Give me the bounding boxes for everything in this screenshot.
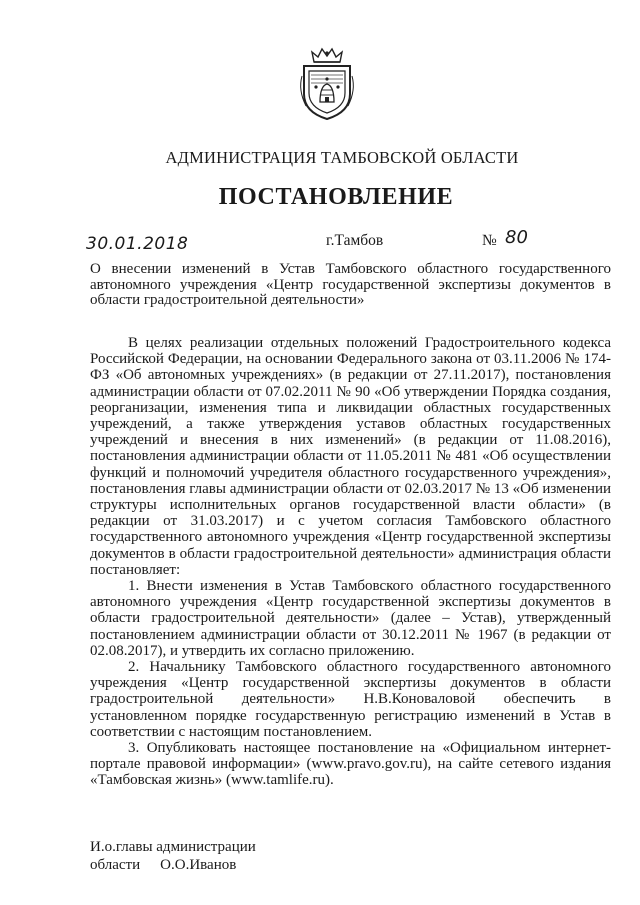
signatory-name: О.О.Иванов — [160, 857, 237, 873]
clause-2-paragraph: 2. Начальнику Тамбовского областного государственного автономного учреждения «Центр государственной экспертизы документов в области градостроительной деятельности» Н.В.Коноваловой обеспечить в установленном порядке государственную регистрацию изменений в Устав в соответствии с настоящим постановлением. — [90, 659, 611, 740]
clause-1-paragraph: 1. Внести изменения в Устав Тамбовского областного государственного автономного учреждения «Центр государственной экспертизы документов в области градостроительной деятельности» (далее – Устав), утвержденный постановлением администрации области от 30.12.2011 № 1967 (в редакции от 02.08.2017), и утвердить их согласно приложению. — [90, 578, 611, 659]
signature-block — [90, 838, 256, 874]
document-body — [90, 335, 611, 789]
preamble-paragraph: В целях реализации отдельных положений Градостроительного кодекса Российской Федерации, на основании Федерального закона от 03.11.2006 № 174-ФЗ «Об автономных учреждениях» (в редакции от 27.11.2017), постановления администрации области от 07.02.2011 № 90 «Об утверждении Порядка создания, реорганизации, изменения типа и ликвидации областных государственных учреждений, а также утверждения уставов областных государственных учреждений и внесения в них изменений» (в редакции от 11.08.2016), постановления администрации области от 11.05.2011 № 481 «Об осуществлении функций и полномочий учредителя областного государственного учреждения», постановления главы администрации области от 02.03.2017 № 13 «Об изменении структуры исполнительных органов государственной власти области» (в редакции от 31.03.2017) и с учетом согласия Тамбовского областного государственного автономного учреждения «Центр государственной экспертизы документов в области градостроительной деятельности» администрация области постановляет: — [90, 335, 611, 578]
clause-3-paragraph: 3. Опубликовать настоящее постановление на «Официальном интернет-портале правовой информации» (www.pravo.gov.ru), на сайте сетевого издания «Тамбовская жизнь» (www.tamlife.ru). — [90, 740, 611, 789]
signatory-title-line1: И.о.главы администрации — [90, 839, 256, 855]
document-date: 30.01.2018 — [86, 234, 189, 254]
coat-of-arms-icon — [296, 46, 358, 122]
organization-title: АДМИНИСТРАЦИЯ ТАМБОВСКОЙ ОБЛАСТИ — [165, 148, 519, 167]
document-city: г.Тамбов — [326, 232, 384, 249]
number-sign: № — [482, 232, 497, 249]
document-type-title: ПОСТАНОВЛЕНИЕ — [218, 184, 454, 210]
document-subject: О внесении изменений в Устав Тамбовского областного государственного автономного учреждения «Центр государственной экспертизы документов в области градостроительной деятельности» — [90, 261, 611, 308]
signatory-title-line2: области — [90, 857, 141, 873]
document-number: 80 — [505, 227, 528, 248]
